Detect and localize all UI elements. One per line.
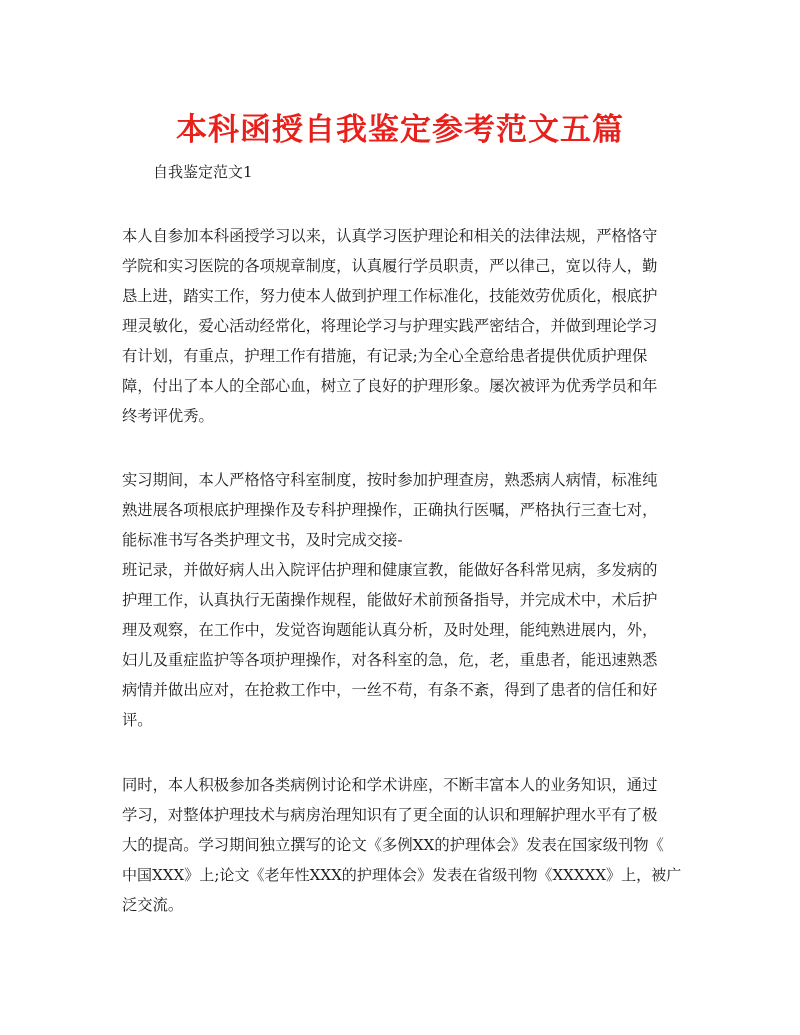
paragraph-line: 本人自参加本科函授学习以来，认真学习医护理论和相关的法律法规，严格恪守 [122,227,658,245]
paragraph-line: 妇儿及重症监护等各项护理操作，对各科室的急，危，老，重患者，能迅速熟悉 [122,651,658,669]
paragraph-line: 评。 [122,711,153,729]
paragraph-line: 中国XXX》上;论文《老年性XXX的护理体会》发表在省级刊物《XXXXX》上，被广 [122,866,682,884]
paragraph-line: 障，付出了本人的全部心血，树立了良好的护理形象。屡次被评为优秀学员和年 [122,377,658,395]
paragraph-line: 大的提高。学习期间独立撰写的论文《多例XX的护理体会》发表在国家级刊物《 [122,836,664,854]
paragraph-line: 同时，本人积极参加各类病例讨论和学术讲座，不断丰富本人的业务知识，通过 [122,776,658,794]
paragraph-line: 理灵敏化，爱心活动经常化，将理论学习与护理实践严密结合，并做到理论学习 [122,317,658,335]
paragraph-line: 实习期间，本人严格恪守科室制度，按时参加护理查房，熟悉病人病情，标准纯 [122,471,658,489]
document-title: 本科函授自我鉴定参考范文五篇 [176,112,624,148]
paragraph-line: 学院和实习医院的各项规章制度，认真履行学员职责，严以律己，宽以待人，勤 [122,257,658,275]
paragraph-line: 熟进展各项根底护理操作及专科护理操作，正确执行医嘱，严格执行三查七对， [122,501,658,519]
paragraph-line: 病情并做出应对，在抢救工作中，一丝不苟，有条不紊，得到了患者的信任和好 [122,681,658,699]
paragraph-line: 理及观察，在工作中，发觉咨询题能认真分析，及时处理，能纯熟进展内，外， [122,621,658,639]
paragraph-3 [122,770,682,920]
paragraph-1 [122,221,682,431]
paragraph-line: 泛交流。 [122,896,184,914]
paragraph-2 [122,465,682,735]
paragraph-line: 能标准书写各类护理文书，及时完成交接- [122,531,403,549]
paragraph-line: 班记录，并做好病人出入院评估护理和健康宣教，能做好各科常见病，多发病的 [122,561,658,579]
paragraph-line: 学习，对整体护理技术与病房治理知识有了更全面的认识和理解护理水平有了极 [122,806,658,824]
paragraph-line: 终考评优秀。 [122,407,214,425]
section-heading: 自我鉴定范文1 [153,163,253,181]
paragraph-line: 有计划，有重点，护理工作有措施，有记录;为全心全意给患者提供优质护理保 [122,347,648,365]
paragraph-line: 恳上进，踏实工作，努力使本人做到护理工作标准化，技能效劳优质化，根底护 [122,287,658,305]
paragraph-line: 护理工作，认真执行无菌操作规程，能做好术前预备指导，并完成术中，术后护 [122,591,658,609]
